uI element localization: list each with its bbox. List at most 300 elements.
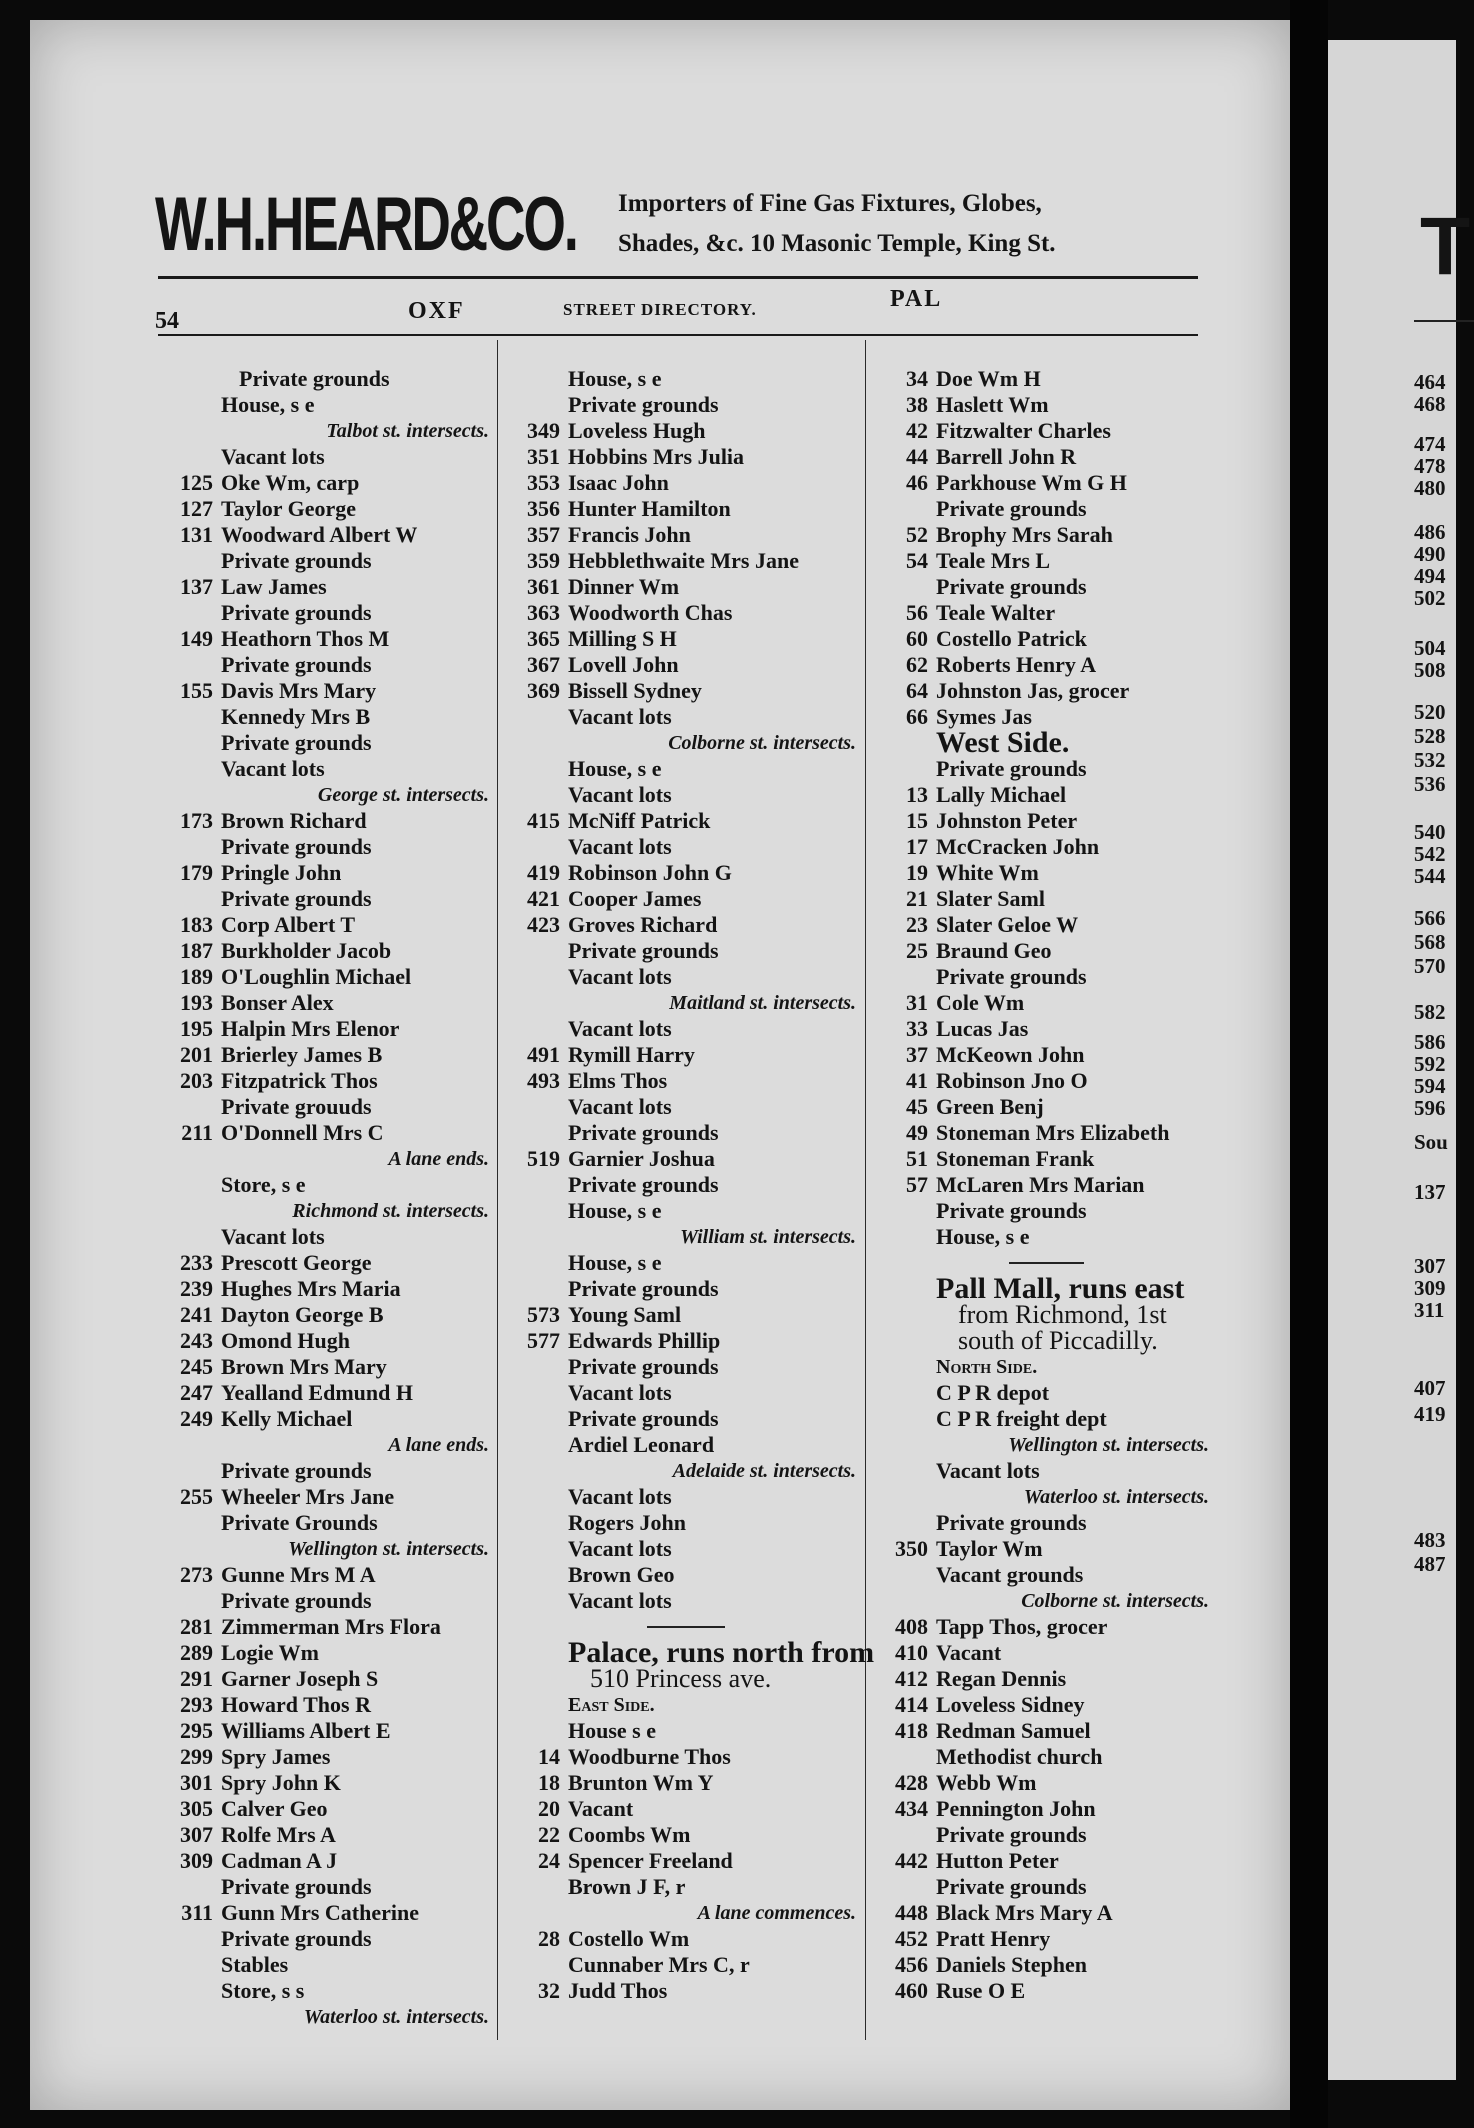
directory-entry bbox=[873, 808, 1213, 834]
entry-text: Black Mrs Mary A bbox=[936, 1900, 1113, 1925]
house-number: 149 bbox=[180, 626, 213, 651]
entry-text: Vacant lots bbox=[568, 782, 672, 807]
entry-text: Private grounds bbox=[936, 964, 1087, 989]
directory-entry bbox=[505, 678, 860, 704]
entry-text: Tapp Thos, grocer bbox=[936, 1614, 1108, 1639]
directory-entry bbox=[158, 1458, 493, 1484]
entry-text: House s e bbox=[568, 1718, 656, 1743]
entry-text: Dinner Wm bbox=[568, 574, 680, 599]
cross-street-note bbox=[158, 1198, 493, 1224]
directory-entry bbox=[158, 1484, 493, 1510]
house-number: 577 bbox=[527, 1328, 560, 1353]
directory-entry bbox=[873, 1796, 1213, 1822]
entry-text: Private grounds bbox=[568, 1276, 719, 1301]
adjacent-house-number: 570 bbox=[1414, 954, 1446, 978]
house-number: 249 bbox=[180, 1406, 213, 1431]
directory-entry bbox=[505, 1354, 860, 1380]
house-number: 452 bbox=[895, 1926, 928, 1951]
house-number: 299 bbox=[180, 1744, 213, 1769]
side-label bbox=[873, 1354, 1213, 1380]
entry-text: Brunton Wm Y bbox=[568, 1770, 714, 1795]
house-number: 38 bbox=[906, 392, 928, 417]
entry-text: Vacant lots bbox=[221, 1224, 325, 1249]
directory-entry bbox=[505, 1094, 860, 1120]
entry-text: Woodward Albert W bbox=[221, 522, 418, 547]
directory-entry bbox=[158, 548, 493, 574]
directory-entry bbox=[505, 1302, 860, 1328]
directory-entry bbox=[873, 496, 1213, 522]
directory-entry bbox=[873, 1900, 1213, 1926]
house-number: 412 bbox=[895, 1666, 928, 1691]
house-number: 434 bbox=[895, 1796, 928, 1821]
house-number: 15 bbox=[906, 808, 928, 833]
entry-text: Wellington st. intersects. bbox=[1008, 1434, 1209, 1456]
directory-entry bbox=[158, 496, 493, 522]
entry-text: Vacant lots bbox=[568, 1380, 672, 1405]
entry-text: Redman Samuel bbox=[936, 1718, 1091, 1743]
house-number: 367 bbox=[527, 652, 560, 677]
adjacent-house-number: 536 bbox=[1414, 772, 1446, 796]
tagline-line-1: Importers of Fine Gas Fixtures, Globes, bbox=[618, 190, 1042, 217]
directory-entry bbox=[158, 574, 493, 600]
house-number: 183 bbox=[180, 912, 213, 937]
house-number: 33 bbox=[906, 1016, 928, 1041]
entry-text: West Side. bbox=[936, 726, 1070, 759]
adjacent-house-number: 596 bbox=[1414, 1096, 1446, 1120]
entry-text: Milling S H bbox=[568, 626, 677, 651]
entry-text: Gunne Mrs M A bbox=[221, 1562, 376, 1587]
house-number: 573 bbox=[527, 1302, 560, 1327]
adjacent-house-number: 582 bbox=[1414, 1000, 1446, 1024]
entry-text: Isaac John bbox=[568, 470, 669, 495]
adjacent-house-number: 494 bbox=[1414, 564, 1446, 588]
directory-entry bbox=[873, 1380, 1213, 1406]
entry-text: Brown Richard bbox=[221, 808, 367, 833]
house-number: 31 bbox=[906, 990, 928, 1015]
house-number: 365 bbox=[527, 626, 560, 651]
entry-text: Gunn Mrs Catherine bbox=[221, 1900, 419, 1925]
directory-entry bbox=[505, 1380, 860, 1406]
running-head-right: PAL bbox=[890, 286, 943, 312]
house-number: 410 bbox=[895, 1640, 928, 1665]
directory-entry bbox=[873, 626, 1213, 652]
directory-entry bbox=[505, 522, 860, 548]
directory-entry bbox=[158, 730, 493, 756]
directory-entry bbox=[158, 626, 493, 652]
directory-column-1 bbox=[158, 366, 493, 2030]
directory-entry bbox=[158, 834, 493, 860]
adjacent-house-number: 137 bbox=[1414, 1180, 1446, 1204]
directory-column-3 bbox=[873, 366, 1213, 2004]
directory-entry bbox=[158, 1822, 493, 1848]
directory-entry bbox=[158, 1770, 493, 1796]
directory-entry bbox=[873, 1068, 1213, 1094]
directory-entry bbox=[158, 600, 493, 626]
header-rule bbox=[158, 276, 1198, 279]
entry-text: A lane ends. bbox=[388, 1148, 489, 1170]
house-number: 127 bbox=[180, 496, 213, 521]
entry-text: Barrell John R bbox=[936, 444, 1077, 469]
house-number: 18 bbox=[538, 1770, 560, 1795]
directory-entry bbox=[873, 782, 1213, 808]
entry-text: Bonser Alex bbox=[221, 990, 334, 1015]
house-number: 23 bbox=[906, 912, 928, 937]
house-number: 349 bbox=[527, 418, 560, 443]
entry-text: Private grounds bbox=[936, 496, 1087, 521]
entry-text: Wheeler Mrs Jane bbox=[221, 1484, 395, 1509]
entry-text: House, s e bbox=[221, 392, 315, 417]
entry-text: Private grounds bbox=[568, 1120, 719, 1145]
directory-entry bbox=[158, 1120, 493, 1146]
directory-entry bbox=[505, 626, 860, 652]
entry-text: Private grounds bbox=[239, 366, 390, 391]
entry-text: Loveless Sidney bbox=[936, 1692, 1085, 1717]
directory-entry bbox=[505, 834, 860, 860]
directory-entry bbox=[158, 1016, 493, 1042]
running-head-left: OXF bbox=[408, 298, 465, 324]
directory-entry bbox=[158, 1796, 493, 1822]
entry-text: Waterloo st. intersects. bbox=[303, 2006, 489, 2028]
directory-entry bbox=[873, 1718, 1213, 1744]
directory-entry bbox=[505, 366, 860, 392]
entry-text: O'Donnell Mrs C bbox=[221, 1120, 384, 1145]
directory-entry bbox=[158, 1510, 493, 1536]
column-divider bbox=[497, 340, 498, 2040]
entry-text: Halpin Mrs Elenor bbox=[221, 1016, 400, 1041]
directory-entry bbox=[505, 1068, 860, 1094]
entry-text: East Side. bbox=[568, 1694, 655, 1716]
entry-text: House, s e bbox=[936, 1224, 1030, 1249]
house-number: 34 bbox=[906, 366, 928, 391]
house-number: 195 bbox=[180, 1016, 213, 1041]
entry-text: Omond Hugh bbox=[221, 1328, 350, 1353]
entry-text: Private grounds bbox=[221, 652, 372, 677]
directory-entry bbox=[873, 1666, 1213, 1692]
entry-text: Store, s e bbox=[221, 1172, 306, 1197]
directory-entry bbox=[873, 366, 1213, 392]
directory-entry bbox=[873, 574, 1213, 600]
house-number: 519 bbox=[527, 1146, 560, 1171]
entry-text: Bissell Sydney bbox=[568, 678, 702, 703]
directory-entry bbox=[873, 964, 1213, 990]
entry-text: Vacant lots bbox=[568, 1016, 672, 1041]
directory-entry bbox=[505, 470, 860, 496]
entry-text: Calver Geo bbox=[221, 1796, 328, 1821]
directory-entry bbox=[505, 1978, 860, 2004]
house-number: 301 bbox=[180, 1770, 213, 1795]
adjacent-house-number: 307 bbox=[1414, 1254, 1446, 1278]
house-number: 42 bbox=[906, 418, 928, 443]
directory-entry bbox=[873, 1328, 1213, 1354]
cross-street-note bbox=[505, 1900, 860, 1926]
house-number: 289 bbox=[180, 1640, 213, 1665]
directory-entry bbox=[158, 1874, 493, 1900]
entry-text: Garnier Joshua bbox=[568, 1146, 715, 1171]
entry-text: Edwards Phillip bbox=[568, 1328, 721, 1353]
directory-entry bbox=[158, 756, 493, 782]
adjacent-house-number: 464 bbox=[1414, 370, 1446, 394]
directory-entry bbox=[158, 1094, 493, 1120]
entry-text: Elms Thos bbox=[568, 1068, 668, 1093]
directory-entry bbox=[505, 756, 860, 782]
entry-text: Costello Wm bbox=[568, 1926, 690, 1951]
page-number: 54 bbox=[155, 308, 179, 334]
entry-text: Lally Michael bbox=[936, 782, 1067, 807]
directory-entry bbox=[158, 1250, 493, 1276]
entry-text: Stoneman Mrs Elizabeth bbox=[936, 1120, 1170, 1145]
entry-text: Vacant lots bbox=[936, 1458, 1040, 1483]
entry-text: William st. intersects. bbox=[680, 1226, 856, 1248]
directory-entry bbox=[873, 600, 1213, 626]
adjacent-rule bbox=[1414, 320, 1474, 322]
directory-entry bbox=[505, 1718, 860, 1744]
directory-entry bbox=[158, 1848, 493, 1874]
house-number: 273 bbox=[180, 1562, 213, 1587]
entry-text: Hughes Mrs Maria bbox=[221, 1276, 401, 1301]
directory-entry bbox=[873, 834, 1213, 860]
entry-text: south of Piccadilly. bbox=[958, 1326, 1158, 1355]
directory-entry bbox=[505, 1276, 860, 1302]
entry-text: Taylor George bbox=[221, 496, 357, 521]
running-head-title: STREET DIRECTORY. bbox=[563, 300, 757, 319]
entry-text: Palace, runs north from bbox=[568, 1636, 875, 1669]
entry-text: Young Saml bbox=[568, 1302, 682, 1327]
house-number: 307 bbox=[180, 1822, 213, 1847]
entry-text: Kelly Michael bbox=[221, 1406, 353, 1431]
house-number: 359 bbox=[527, 548, 560, 573]
entry-text: Vacant bbox=[936, 1640, 1002, 1665]
entry-text: Private grounds bbox=[568, 938, 719, 963]
entry-text: Vacant lots bbox=[568, 704, 672, 729]
running-head-rule bbox=[158, 334, 1198, 336]
directory-entry bbox=[505, 1770, 860, 1796]
house-number: 155 bbox=[180, 678, 213, 703]
directory-entry bbox=[505, 808, 860, 834]
entry-text: Stables bbox=[221, 1952, 289, 1977]
cross-street-note bbox=[873, 1588, 1213, 1614]
directory-entry bbox=[505, 1796, 860, 1822]
directory-entry bbox=[505, 964, 860, 990]
house-number: 32 bbox=[538, 1978, 560, 2003]
entry-text: Groves Richard bbox=[568, 912, 718, 937]
directory-entry bbox=[505, 1744, 860, 1770]
directory-entry bbox=[505, 886, 860, 912]
directory-entry bbox=[873, 1042, 1213, 1068]
house-number: 54 bbox=[906, 548, 928, 573]
house-number: 456 bbox=[895, 1952, 928, 1977]
directory-entry bbox=[505, 1874, 860, 1900]
house-number: 255 bbox=[180, 1484, 213, 1509]
house-number: 49 bbox=[906, 1120, 928, 1145]
house-number: 37 bbox=[906, 1042, 928, 1067]
adjacent-house-number: 528 bbox=[1414, 724, 1446, 748]
cross-street-note bbox=[505, 1224, 860, 1250]
house-number: 442 bbox=[895, 1848, 928, 1873]
entry-text: Spencer Freeland bbox=[568, 1848, 733, 1873]
entry-text: Private grounds bbox=[936, 1874, 1087, 1899]
entry-text: Private grounds bbox=[568, 392, 719, 417]
directory-entry bbox=[873, 1848, 1213, 1874]
entry-text: Methodist church bbox=[936, 1744, 1103, 1769]
directory-entry bbox=[158, 860, 493, 886]
entry-text: Private grounds bbox=[221, 548, 372, 573]
directory-entry bbox=[505, 912, 860, 938]
entry-text: Green Benj bbox=[936, 1094, 1044, 1119]
entry-text: Vacant lots bbox=[568, 1094, 672, 1119]
entry-text: A lane commences. bbox=[697, 1902, 856, 1924]
directory-entry bbox=[505, 938, 860, 964]
entry-text: Yealland Edmund H bbox=[221, 1380, 413, 1405]
house-number: 408 bbox=[895, 1614, 928, 1639]
entry-text: Vacant grounds bbox=[936, 1562, 1084, 1587]
adjacent-house-number: 508 bbox=[1414, 658, 1446, 682]
cross-street-note bbox=[873, 1432, 1213, 1458]
entry-text: Regan Dennis bbox=[936, 1666, 1067, 1691]
directory-entry bbox=[873, 1562, 1213, 1588]
entry-text: Parkhouse Wm G H bbox=[936, 470, 1127, 495]
entry-text: Rogers John bbox=[568, 1510, 686, 1535]
directory-entry bbox=[873, 938, 1213, 964]
entry-text: Vacant lots bbox=[568, 834, 672, 859]
entry-text: 510 Princess ave. bbox=[590, 1664, 772, 1693]
house-number: 241 bbox=[180, 1302, 213, 1327]
entry-text: Vacant lots bbox=[568, 1588, 672, 1613]
entry-text: Johnston Peter bbox=[936, 808, 1078, 833]
directory-entry bbox=[873, 912, 1213, 938]
entry-text: Private grounds bbox=[221, 1458, 372, 1483]
house-number: 25 bbox=[906, 938, 928, 963]
directory-entry bbox=[873, 860, 1213, 886]
house-number: 351 bbox=[527, 444, 560, 469]
entry-text: Judd Thos bbox=[568, 1978, 668, 2003]
entry-text: from Richmond, 1st bbox=[958, 1300, 1167, 1329]
directory-entry bbox=[505, 1146, 860, 1172]
entry-text: Private Grounds bbox=[221, 1510, 378, 1535]
house-number: 311 bbox=[181, 1900, 213, 1925]
adjacent-house-number: 502 bbox=[1414, 586, 1446, 610]
entry-text: Rymill Harry bbox=[568, 1042, 695, 1067]
entry-text: Hobbins Mrs Julia bbox=[568, 444, 745, 469]
entry-text: Howard Thos R bbox=[221, 1692, 371, 1717]
advertisement-tagline bbox=[618, 184, 1218, 264]
house-number: 419 bbox=[527, 860, 560, 885]
cross-street-note bbox=[158, 1146, 493, 1172]
house-number: 19 bbox=[906, 860, 928, 885]
entry-text: Private grounds bbox=[936, 574, 1087, 599]
house-number: 357 bbox=[527, 522, 560, 547]
directory-entry bbox=[158, 366, 493, 392]
entry-text: Webb Wm bbox=[936, 1770, 1037, 1795]
house-number: 44 bbox=[906, 444, 928, 469]
entry-text: Daniels Stephen bbox=[936, 1952, 1087, 1977]
directory-entry bbox=[158, 1172, 493, 1198]
directory-entry bbox=[873, 1640, 1213, 1666]
house-number: 125 bbox=[180, 470, 213, 495]
entry-text: Private grounds bbox=[568, 1354, 719, 1379]
directory-entry bbox=[158, 1380, 493, 1406]
directory-entry bbox=[873, 418, 1213, 444]
house-number: 41 bbox=[906, 1068, 928, 1093]
entry-text: Vacant bbox=[568, 1796, 634, 1821]
entry-text: Brophy Mrs Sarah bbox=[936, 522, 1113, 547]
house-number: 24 bbox=[538, 1848, 560, 1873]
house-number: 57 bbox=[906, 1172, 928, 1197]
section-separator bbox=[505, 1614, 860, 1640]
adjacent-house-number: 568 bbox=[1414, 930, 1446, 954]
entry-text: Pringle John bbox=[221, 860, 342, 885]
directory-entry bbox=[505, 1666, 860, 1692]
directory-entry bbox=[158, 522, 493, 548]
directory-entry bbox=[873, 652, 1213, 678]
book-spine bbox=[1290, 0, 1328, 2128]
directory-entry bbox=[158, 1666, 493, 1692]
house-number: 22 bbox=[538, 1822, 560, 1847]
entry-text: Heathorn Thos M bbox=[221, 626, 390, 651]
adjacent-house-number: 594 bbox=[1414, 1074, 1446, 1098]
entry-text: McCracken John bbox=[936, 834, 1100, 859]
directory-entry bbox=[873, 1952, 1213, 1978]
house-number: 305 bbox=[180, 1796, 213, 1821]
directory-entry bbox=[158, 1900, 493, 1926]
house-number: 187 bbox=[180, 938, 213, 963]
cross-street-note bbox=[505, 730, 860, 756]
directory-entry bbox=[873, 1120, 1213, 1146]
entry-text: Fitzwalter Charles bbox=[936, 418, 1111, 443]
adjacent-house-number: 586 bbox=[1414, 1030, 1446, 1054]
entry-text: Hebblethwaite Mrs Jane bbox=[568, 548, 799, 573]
house-number: 356 bbox=[527, 496, 560, 521]
entry-text: C P R freight dept bbox=[936, 1406, 1107, 1431]
adjacent-house-number: 542 bbox=[1414, 842, 1446, 866]
directory-entry bbox=[158, 1562, 493, 1588]
entry-text: Pall Mall, runs east bbox=[936, 1272, 1185, 1305]
entry-text: Cole Wm bbox=[936, 990, 1025, 1015]
house-number: 56 bbox=[906, 600, 928, 625]
entry-text: Johnston Jas, grocer bbox=[936, 678, 1130, 703]
entry-text: Adelaide st. intersects. bbox=[672, 1460, 856, 1482]
entry-text: Colborne st. intersects. bbox=[668, 732, 856, 754]
adjacent-house-number: 544 bbox=[1414, 864, 1446, 888]
adjacent-house-number: 483 bbox=[1414, 1528, 1446, 1552]
directory-entry bbox=[873, 678, 1213, 704]
directory-entry bbox=[873, 444, 1213, 470]
cross-street-note bbox=[158, 782, 493, 808]
entry-text: Private grouuds bbox=[221, 1094, 372, 1119]
directory-entry bbox=[873, 1094, 1213, 1120]
house-number: 51 bbox=[906, 1146, 928, 1171]
directory-entry bbox=[873, 1926, 1213, 1952]
house-number: 179 bbox=[180, 860, 213, 885]
directory-entry bbox=[158, 886, 493, 912]
entry-text: Pratt Henry bbox=[936, 1926, 1051, 1951]
directory-entry bbox=[158, 1614, 493, 1640]
firm-logo: W.H.HEARD&CO. bbox=[155, 182, 577, 267]
house-number: 421 bbox=[527, 886, 560, 911]
directory-entry bbox=[873, 1692, 1213, 1718]
entry-text: Roberts Henry A bbox=[936, 652, 1097, 677]
house-number: 173 bbox=[180, 808, 213, 833]
adjacent-house-number: 311 bbox=[1414, 1298, 1445, 1322]
entry-text: Talbot st. intersects. bbox=[326, 420, 489, 442]
entry-text: Spry John K bbox=[221, 1770, 341, 1795]
directory-entry bbox=[505, 1406, 860, 1432]
entry-text: Coombs Wm bbox=[568, 1822, 691, 1847]
entry-text: Private grounds bbox=[221, 1874, 372, 1899]
directory-entry bbox=[505, 1172, 860, 1198]
directory-entry bbox=[158, 678, 493, 704]
directory-entry bbox=[505, 1952, 860, 1978]
entry-text: Corp Albert T bbox=[221, 912, 356, 937]
